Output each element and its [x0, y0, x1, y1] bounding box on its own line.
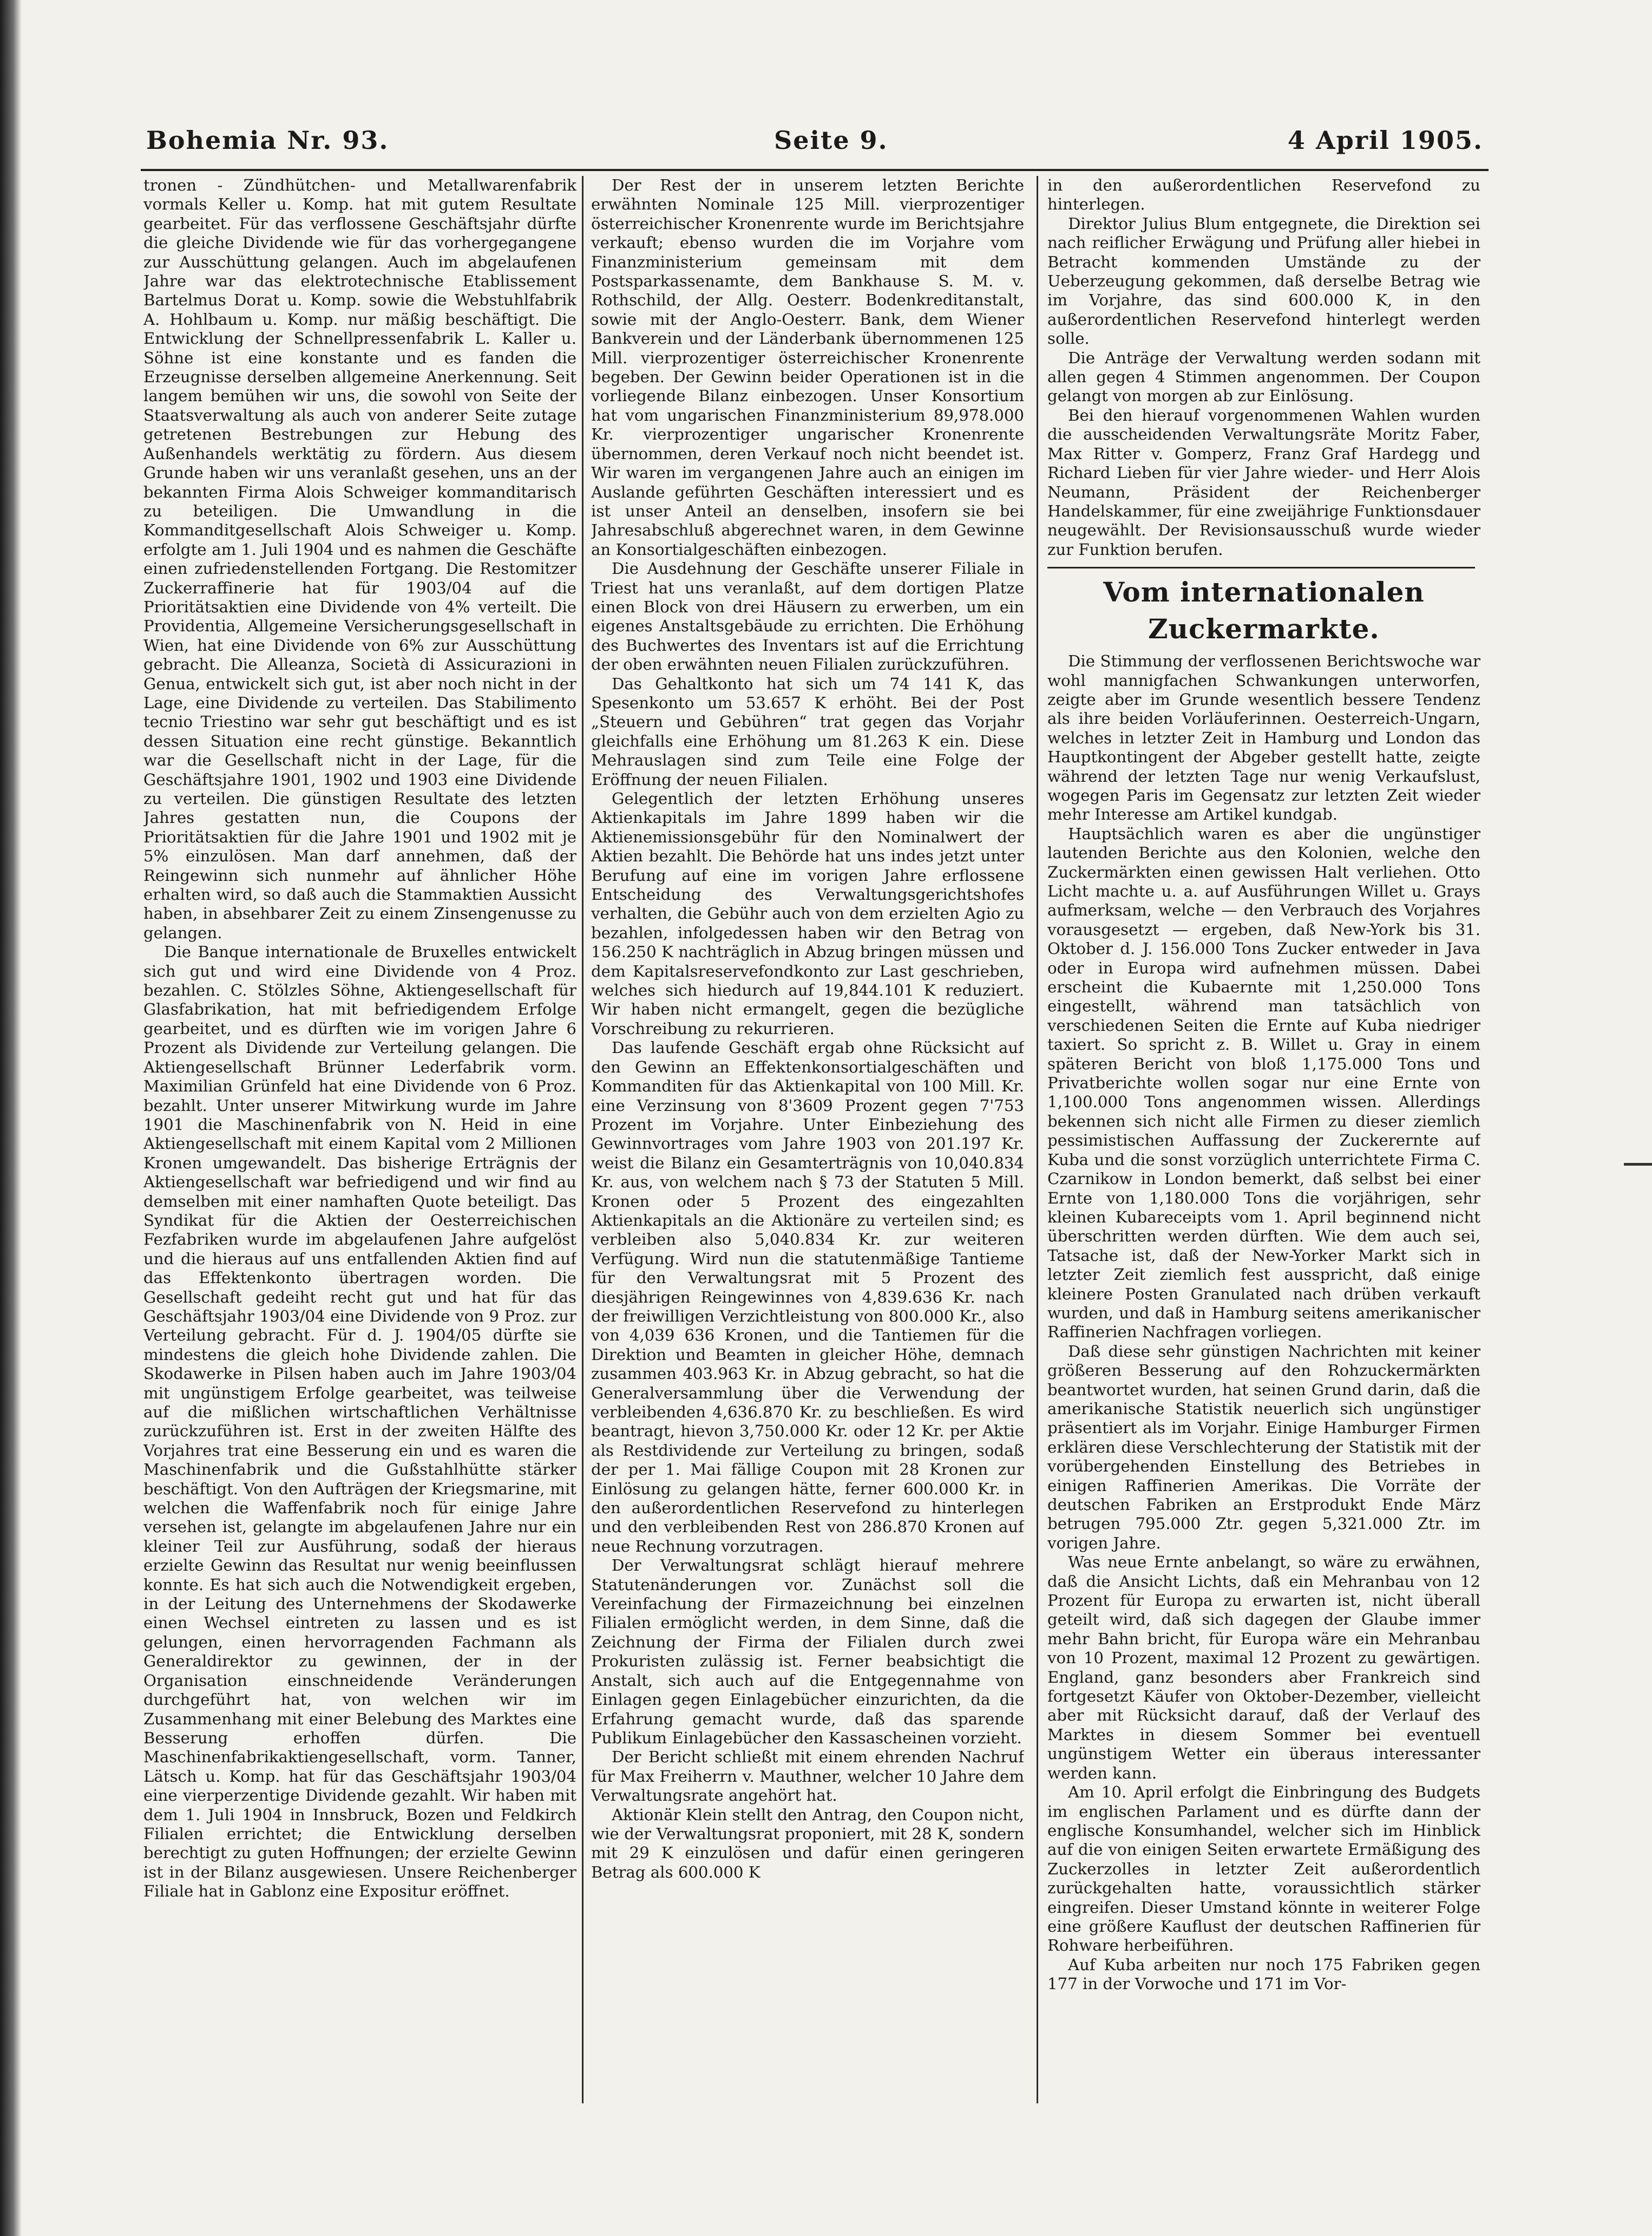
- header-page-number: Seite 9.: [774, 126, 888, 155]
- header-issue: Bohemia Nr. 93.: [146, 126, 389, 155]
- paragraph: Die Banque internationale de Bruxelles entwickelt sich gut und wird eine Dividende von 4 Proz. bezahlen. C. Stölzles Söhne, Aktiengesellschaft für Glasfabrikation, hat mit befriedigendem Erfolge gearbeitet, und es dürften wie im vorigen Jahre 6 Prozent als Dividende zur Verteilung gelangen. Die Aktiengesellschaft Brünner Lederfabrik vorm. Maximilian Grünfeld hat eine Dividende von 6 Proz. bezahlt. Unter unserer Mitwirkung wurde im Jahre 1901 die Maschinenfabrik von N. Heid in eine Aktiengesellschaft mit einem Kapital vom 2 Millionen Kronen umgewandelt. Das bisherige Erträgnis der Aktiengesellschaft war befriedigend und wir find au demselben mit einer namhaften Quote beteiligt. Das Syndikat für die Aktien der Oesterreichischen Fezfabriken wurde im abgelaufenen Jahre aufgelöst und die hieraus auf uns entfallenden Aktien find auf das Effektenkonto übertragen worden. Die Gesellschaft gedeiht recht gut und hat für das Geschäftsjahr 1903/04 eine Dividende von 9 Proz. zur Verteilung gebracht. Für d. J. 1904/05 dürfte sie mindestens die gleich hohe Dividende zahlen. Die Skodawerke in Pilsen haben auch im Jahre 1903/04 mit ungünstigem Erfolge gearbeitet, was teilweise auf die mißlichen wirtschaftlichen Verhältnisse zurückzuführen ist. Erst in der zweiten Hälfte des Vorjahres trat eine Besserung ein und es waren die Maschinenfabrik und die Gußstahlhütte stärker beschäftigt. Von den Aufträgen der Kriegsmarine, mit welchen die Waffenfabrik noch für einige Jahre versehen ist, gelangte im abgelaufenen Jahre nur ein kleiner Teil zur Ausführung, sodaß der hieraus erzielte Gewinn das Resultat nur wenig beeinflussen konnte. Es hat sich auch die Notwendigkeit ergeben, in der Leitung des Unternehmens der Skodawerke einen Wechsel eintreten zu lassen und es ist gelungen, einen hervorragenden Fachmann als Generaldirektor zu gewinnen, der in der Organisation einschneidende Veränderungen durchgeführt hat, von welchen wir im Zusammenhang mit einer Belebung des Marktes eine Besserung erhoffen dürfen. Die Maschinenfabrikaktiengesellschaft, vorm. Tanner, Lätsch u. Komp. hat für das Geschäftsjahr 1903/04 eine vierperzentige Dividende gezahlt. Wir haben mit dem 1. Juli 1904 in Innsbruck, Bozen und Feldkirch Filialen errichtet; die Entwicklung derselben berechtigt zu guten Hoffnungen; der erzielte Gewinn ist in der Bilanz ausgewiesen. Unsere Reichenberger Filiale hat in Gablonz eine Expositur eröffnet.: [143, 943, 576, 1901]
- paragraph: Die Anträge der Verwaltung werden sodann mit allen gegen 4 Stimmen angenommen. Der Coupon gelangt von morgen ab zur Einlösung.: [1047, 348, 1480, 406]
- header-rule: [141, 169, 1489, 171]
- column-divider-2: [1037, 176, 1038, 2103]
- paragraph: Der Bericht schließt mit einem ehrenden Nachruf für Max Freiherrn v. Mauthner, welcher 10 Jahre dem Verwaltungsrate angehört hat.: [591, 1748, 1024, 1805]
- paragraph: Direktor Julius Blum entgegnete, die Direktion sei nach reiflicher Erwägung und Prüfung aller hiebei in Betracht kommenden Umstände zu der Ueberzeugung gekommen, daß derselbe Betrag wie im Vorjahre, das sind 600.000 K, in den außerordentlichen Reservefond hinterlegt werden solle.: [1047, 214, 1480, 348]
- binding-shadow: [0, 0, 22, 2236]
- paragraph: Am 10. April erfolgt die Einbringung des Budgets im englischen Parlament und es dürfte dann der englische Konsumhandel, welcher sich im Hinblick auf die von einigen Seiten erwartete Ermäßigung des Zuckerzolles in letzter Zeit außerordentlich zurückgehalten hatte, voraussichtlich stärker eingreifen. Dieser Umstand könnte in weiterer Folge eine größere Kauflust der deutschen Raffinerien für Rohware herbeiführen.: [1047, 1783, 1480, 1955]
- paragraph: Der Verwaltungsrat schlägt hierauf mehrere Statutenänderungen vor. Zunächst soll die Vereinfachung der Firmazeichnung bei einzelnen Filialen ermöglicht werden, in dem Sinne, daß die Zeichnung der Firma der Filialen durch zwei Prokuristen zulässig ist. Ferner beabsichtigt die Anstalt, sich auch auf die Entgegennahme von Einlagen gegen Einlagebücher einzurichten, da die Erfahrung gemacht wurde, daß das sparende Publikum Einlagebücher den Kassascheinen vorzieht.: [591, 1556, 1024, 1747]
- paragraph: Gelegentlich der letzten Erhöhung unseres Aktienkapitals im Jahre 1899 haben wir die Aktienemissionsgebühr für den Nominalwert der Aktien bezahlt. Die Behörde hat uns indes jetzt unter Berufung auf eine im vorigen Jahre erflossene Entscheidung des Verwaltungsgerichtshofes verhalten, die Gebühr auch von dem erzielten Agio zu bezahlen, infolgedessen haben wir den Betrag von 156.250 K nachträglich in Abzug bringen müssen und dem Kapitalsreservefondkonto zur Last geschrieben, welches sich hiedurch auf 19,844.101 K reduziert. Wir haben nicht ermangelt, gegen die bezügliche Vorschreibung zu rekurrieren.: [591, 789, 1024, 1038]
- column-2: [591, 176, 1024, 2098]
- section-heading: Vom internationalen Zuckermarkte.: [1103, 576, 1425, 645]
- paragraph: Das Gehaltkonto hat sich um 74 141 K, das Spesenkonto um 53.657 K erhöht. Bei der Post „Steuern und Gebühren“ trat gegen das Vorjahr gleichfalls eine Erhöhung um 81.263 K ein. Diese Mehrauslagen sind zum Teile eine Folge der Eröffnung der neuen Filialen.: [591, 674, 1024, 789]
- header-date: 4 April 1905.: [1287, 126, 1483, 155]
- margin-mark: [1624, 1163, 1652, 1166]
- page-header: [146, 126, 1483, 164]
- paragraph: Die Stimmung der verflossenen Berichtswoche war wohl mannigfachen Schwankungen unterworfen, zeigte aber im Grunde wesentlich bessere Tendenz als ihre beiden Vorläuferinnen. Oesterreich-Ungarn, welches in letzter Zeit in Hamburg und London das Hauptkontingent der Abgeber gestellt hatte, zeigte während der letzten Tage nur wenig Verkaufslust, wogegen Paris im Gegensatz zur letzten Zeit wieder mehr Interesse am Artikel kundgab.: [1047, 652, 1480, 824]
- paragraph: Der Rest der in unserem letzten Berichte erwähnten Nominale 125 Mill. vierprozentiger österreichischer Kronenrente wurde im Berichtsjahre verkauft; ebenso wurden die im Vorjahre vom Finanzministerium gemeinsam mit dem Postsparkassenamte, dem Bankhause S. M. v. Rothschild, der Allg. Oesterr. Bodenkreditanstalt, sowie mit der Anglo-Oesterr. Bank, dem Wiener Bankverein und der Länderbank übernommenen 125 Mill. vierprozentiger österreichischer Kronenrente begeben. Der Gewinn beider Operationen ist in die vorliegende Bilanz einbezogen. Unser Konsortium hat vom ungarischen Finanzministerium 89,978.000 Kr. vierprozentiger ungarischer Kronenrente übernommen, deren Verkauf noch nicht beendet ist. Wir waren im vergangenen Jahre auch an einigen im Auslande geführten Geschäften interessiert und es ist unser Anteil an denselben, insofern sie bei Jahresabschluß abgerechnet waren, in dem Gewinne an Konsortialgeschäften einbezogen.: [591, 176, 1024, 559]
- column-divider-1: [582, 176, 584, 2103]
- paragraph: Hauptsächlich waren es aber die ungünstiger lautenden Berichte aus den Kolonien, welche den Zuckermärkten einen gewissen Halt verliehen. Otto Licht machte u. a. auf Ausführungen Willet u. Grays aufmerksam, welche — den Verbrauch des Vorjahres vorausgesetzt — ergeben, daß New-York bis 31. Oktober d. J. 156.000 Tons Zucker entweder in Java oder in Europa wird aufnehmen müssen. Dabei erscheint die Kubaernte mit 1,250.000 Tons eingestellt, während man tatsächlich von verschiedenen Seiten die Ernte auf Kuba niedriger taxiert. So spricht z. B. Willet u. Gray in einem späteren Bericht von bloß 1,175.000 Tons und Privatberichte wollen sogar nur eine Ernte von 1,100.000 Tons angenommen wissen. Allerdings bekennen sich nicht alle Firmen zu dieser ziemlich pessimistischen Auffassung der Zuckerernte auf Kuba und die sonst vorzüglich unterrichtete Firma C. Czarnikow in London bemerkt, daß selbst bei einer Ernte von 1,180.000 Tons die vorjährigen, sehr kleinen Kubareceipts vom 1. April beginnend nicht überschritten werden dürften. Wie dem auch sei, Tatsache ist, daß der New-Yorker Markt sich in letzter Zeit ziemlich fest ausspricht, daß einige kleinere Posten Granulated nach drüben verkauft wurden, und daß in Hamburg seitens amerikanischer Raffinerien Nachfragen vorliegen.: [1047, 824, 1480, 1342]
- paragraph: Daß diese sehr günstigen Nachrichten mit keiner größeren Besserung auf den Rohzuckermärkten beantwortet wurden, hat seinen Grund darin, daß die amerikanische Statistik neuerlich sich ungünstiger präsentiert als im Vorjahr. Einige Hamburger Firmen erklären diese Verschlechterung der Statistik mit der vorübergehenden Einstellung des Betriebes in einigen Raffinerien Amerikas. Die Vorräte der deutschen Fabriken an Erstprodukt Ende März betrugen 795.000 Ztr. gegen 5,321.000 Ztr. im vorigen Jahre.: [1047, 1342, 1480, 1552]
- column-1: [143, 176, 576, 2098]
- paragraph: Bei den hierauf vorgenommenen Wahlen wurden die ausscheidenden Verwaltungsräte Moritz Faber, Max Ritter v. Gomperz, Franz Graf Hardegg und Richard Lieben für vier Jahre wieder- und Herr Alois Neumann, Präsident der Reichenberger Handelskammer, für eine zweijährige Funktionsdauer neugewählt. Der Revisionsausschuß wurde wieder zur Funktion berufen.: [1047, 406, 1480, 559]
- paragraph: Die Ausdehnung der Geschäfte unserer Filiale in Triest hat uns veranlaßt, auf dem dortigen Platze einen Block von drei Häusern zu erwerben, um ein eigenes Anstaltsgebäude zu errichten. Die Erhöhung des Buchwertes des Inventars ist auf die Errichtung der oben erwähnten neuen Filialen zurückzuführen.: [591, 559, 1024, 674]
- column-3: [1047, 176, 1480, 2098]
- paragraph: tronen - Zündhütchen- und Metallwarenfabrik vormals Keller u. Komp. hat mit gutem Resultate gearbeitet. Für das verflossene Geschäftsjahr dürfte die gleiche Dividende wie für das vorhergegangene zur Ausschüttung gelangen. Auch im abgelaufenen Jahre war das elektrotechnische Etablissement Bartelmus Dorat u. Komp. sowie die Webstuhlfabrik A. Hohlbaum u. Komp. nur mäßig beschäftigt. Die Entwicklung der Schnellpressenfabrik L. Kaller u. Söhne ist eine konstante und es fanden die Erzeugnisse derselben allgemeine Anerkennung. Seit langem bemühen wir uns, die sowohl von Seite der Staatsverwaltung als auch von anderer Seite zutage getretenen Bestrebungen zur Hebung des Außenhandels werktätig zu fördern. Aus diesem Grunde haben wir uns veranlaßt gesehen, uns an der bekannten Firma Alois Schweiger kommanditarisch zu beteiligen. Die Umwandlung in die Kommanditgesellschaft Alois Schweiger u. Komp. erfolgte am 1. Juli 1904 und es nahmen die Geschäfte einen zufriedenstellenden Fortgang. Die Restomitzer Zuckerraffinerie hat für 1903/04 auf die Prioritätsaktien eine Dividende von 4% verteilt. Die Providentia, Allgemeine Versicherungsgesellschaft in Wien, hat eine Dividende von 6% zur Ausschüttung gebracht. Die Alleanza, Società di Assicurazioni in Genua, entwickelt sich gut, ist aber noch nicht in der Lage, eine Dividende zu verteilen. Das Stabilimento tecnio Triestino war sehr gut beschäftigt und es ist dessen Situation eine recht günstige. Bekanntlich war die Gesellschaft nicht in der Lage, für die Geschäftsjahre 1901, 1902 und 1903 eine Dividende zu verteilen. Die günstigen Resultate des letzten Jahres gestatten nun, die Coupons der Prioritätsaktien für die Jahre 1901 und 1902 mit je 5% einzulösen. Man darf annehmen, daß der Reingewinn sich nunmehr auf ähnlicher Höhe erhalten wird, so daß auch die Stammaktien Aussicht haben, in absehbarer Zeit zu einem Zinsengenusse zu gelangen.: [143, 176, 576, 942]
- paragraph: in den außerordentlichen Reservefond zu hinterlegen.: [1047, 176, 1480, 214]
- paragraph: Das laufende Geschäft ergab ohne Rücksicht auf den Gewinn an Effektenkonsortialgeschäften und Kommanditen für das Aktienkapital von 100 Mill. Kr. eine Verzinsung von 8'3609 Prozent gegen 7'753 Prozent im Vorjahre. Unter Einbeziehung des Gewinnvortrages vom Jahre 1903 von 201.197 Kr. weist die Bilanz ein Gesamterträgnis von 10,040.834 Kr. aus, von welchem nach § 73 der Statuten 5 Mill. Kronen oder 5 Prozent des eingezahlten Aktienkapitals an die Aktionäre zu verteilen sind; es verbleiben also 5,040.834 Kr. zur weiteren Verfügung. Wird nun die statutenmäßige Tantieme für den Verwaltungsrat mit 5 Prozent des diesjährigen Reingewinnes von 4,839.636 Kr. nach der freiwilligen Verzichtleistung von 800.000 Kr., also von 4,039 636 Kronen, und die Tantiemen für die Direktion und Beamten in gleicher Höhe, demnach zusammen 403.963 Kr. in Abzug gebracht, so hat die Generalversammlung über die Verwendung der verbleibenden 4,636.870 Kr. zu beschließen. Es wird beantragt, hievon 3,750.000 Kr. oder 12 Kr. per Aktie als Restdividende zur Verteilung zu bringen, sodaß der per 1. Mai fällige Coupon mit 28 Kronen zur Einlösung zu gelangen hätte, ferner 600.000 Kr. in den außerordentlichen Reservefond zu hinterlegen und den verbleibenden Rest von 286.870 Kronen auf neue Rechnung vorzutragen.: [591, 1038, 1024, 1555]
- paragraph: Auf Kuba arbeiten nur noch 175 Fabriken gegen 177 in der Vorwoche und 171 im Vor-: [1047, 1955, 1480, 1993]
- section-divider: [1047, 567, 1475, 568]
- paragraph: Aktionär Klein stellt den Antrag, den Coupon nicht, wie der Verwaltungsrat proponiert, mit 28 K, sondern mit 29 K einzulösen und dafür einen geringeren Betrag als 600.000 K: [591, 1805, 1024, 1881]
- paragraph: Was neue Ernte anbelangt, so wäre zu erwähnen, daß die Ansicht Lichts, daß ein Mehranbau von 12 Prozent für Europa zu erwarten ist, nicht überall geteilt wird, daß sich dagegen der Glaube immer mehr Bahn bricht, für Europa wäre ein Mehranbau von 10 Prozent, maximal 12 Prozent zu gewärtigen. England, ganz besonders aber Frankreich sind fortgesetzt Käufer von Oktober-Dezember, vielleicht aber mit Rücksicht darauf, daß der Verlauf des Marktes in diesem Sommer bei eventuell ungünstigem Wetter ein überaus interessanter werden kann.: [1047, 1553, 1480, 1782]
